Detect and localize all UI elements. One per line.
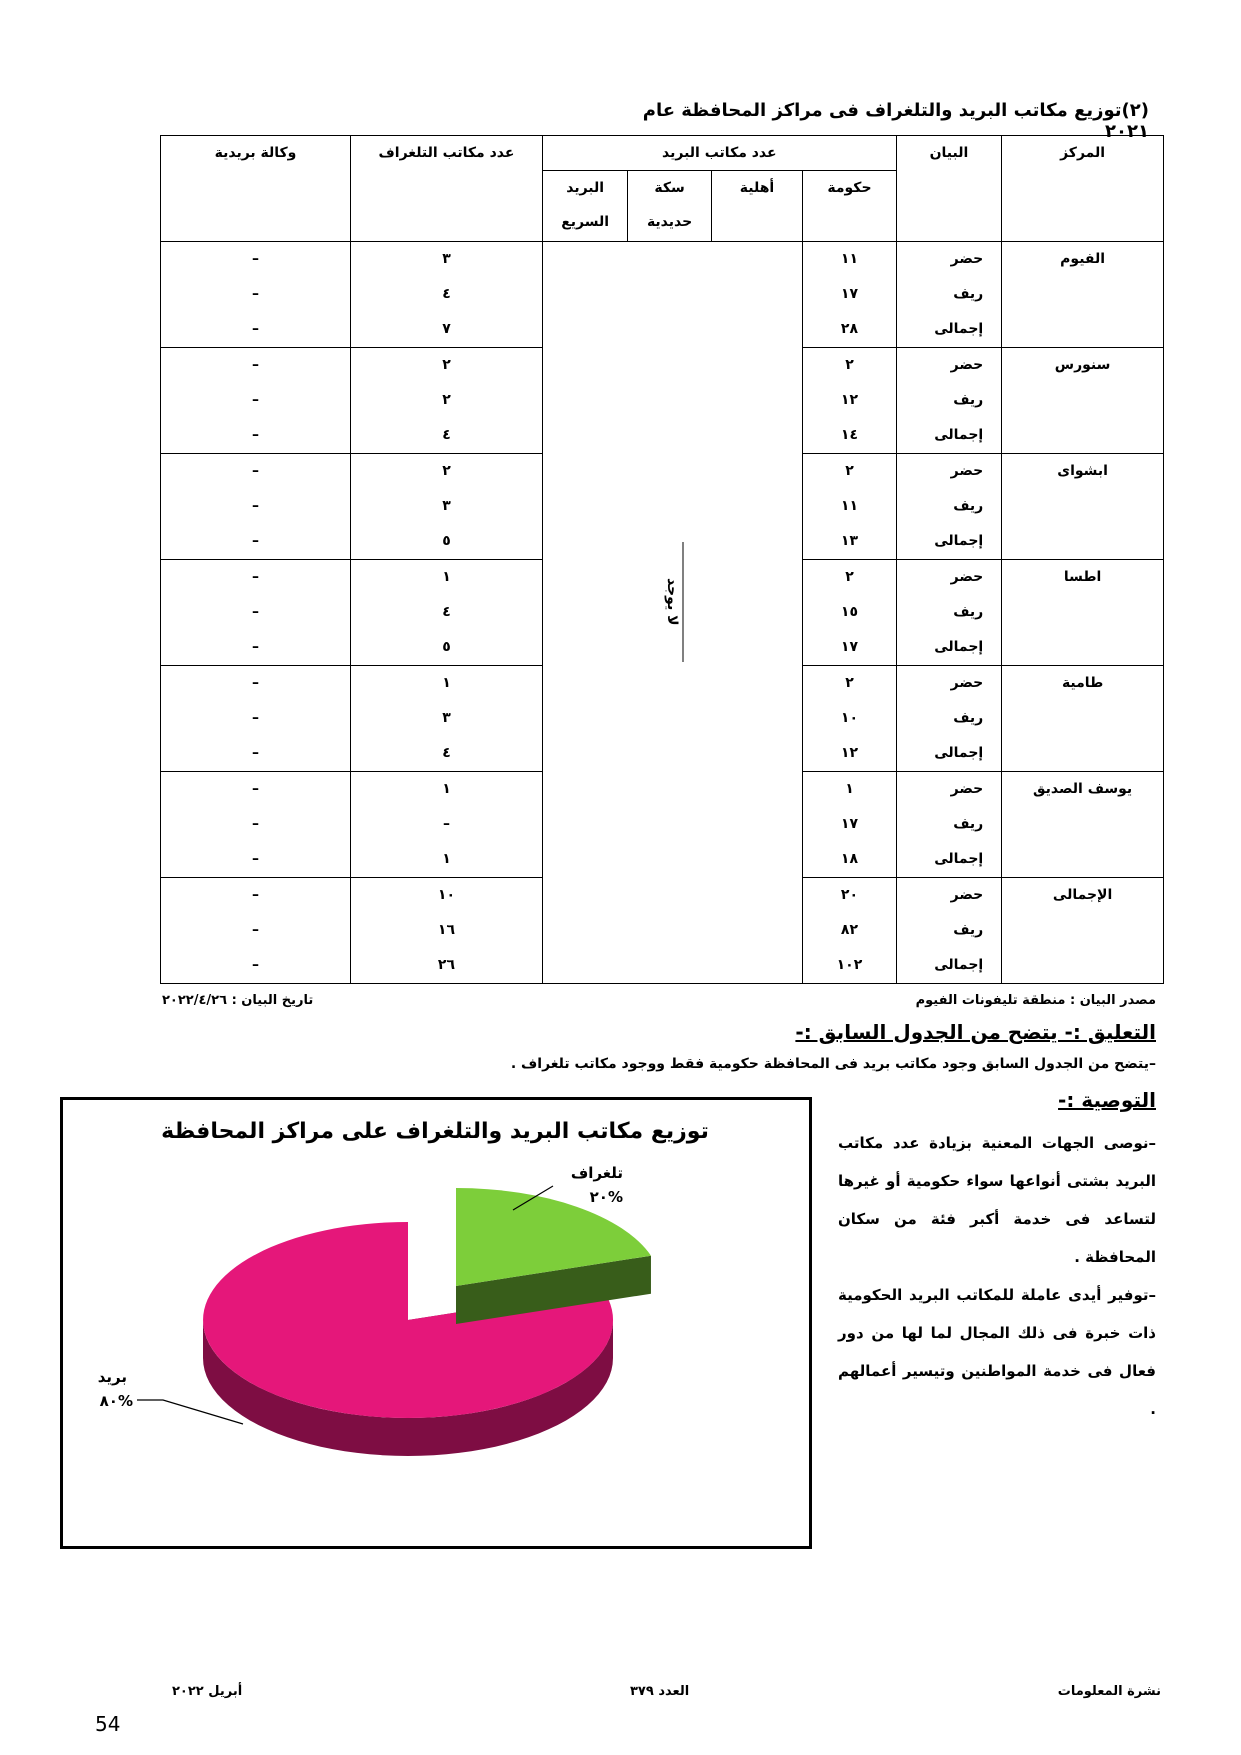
gov-value: ١٥ xyxy=(840,604,858,620)
gov-value: ١٢ xyxy=(840,745,858,761)
row-labels xyxy=(896,772,1002,878)
agency-value: – xyxy=(252,675,259,691)
telegraph-values xyxy=(351,772,543,878)
header-express-line2: السريع xyxy=(561,214,610,230)
agency-value: – xyxy=(252,463,259,479)
recommendation-item-1: –نوصى الجهات المعنية بزيادة عدد مكاتب البريد بشتى أنواعها سواء حكومية أو غيرها لتساعد فى خدمة أكبر فئة من سكان المحافظة . xyxy=(838,1134,1156,1266)
row-label: ريف xyxy=(953,392,984,408)
gov-value: ١١ xyxy=(840,251,858,267)
chart-title: توزيع مكاتب البريد والتلغراف على مراكز المحافظة xyxy=(161,1119,709,1144)
center-name: اطسا xyxy=(1002,560,1164,666)
gov-values xyxy=(803,772,896,878)
row-label: إجمالى xyxy=(934,957,984,973)
gov-value: ١ xyxy=(845,781,854,797)
telegraph-value: ١ xyxy=(442,569,451,585)
gov-value: ١٢ xyxy=(840,392,858,408)
header-telegraph: عدد مكاتب التلغراف xyxy=(351,136,543,242)
gov-value: ٢ xyxy=(845,675,854,691)
telegraph-value: ١٦ xyxy=(437,922,456,938)
row-labels xyxy=(896,878,1002,984)
gov-value: ٢ xyxy=(845,569,854,585)
telegraph-value: ١ xyxy=(442,781,451,797)
gov-values xyxy=(803,242,896,348)
telegraph-value: ١ xyxy=(442,851,451,867)
telegraph-value: ١ xyxy=(442,675,451,691)
header-agency: وكالة بريدية xyxy=(161,136,351,242)
recommendation-heading: التوصية :- xyxy=(1058,1088,1156,1112)
row-label: حضر xyxy=(950,887,984,903)
agency-values xyxy=(161,454,351,560)
center-name: ابشواى xyxy=(1002,454,1164,560)
row-label: حضر xyxy=(950,569,984,585)
row-label: إجمالى xyxy=(934,639,984,655)
header-center: المركز xyxy=(1002,136,1164,242)
agency-value: – xyxy=(252,498,259,514)
row-label: ريف xyxy=(953,710,984,726)
row-label: حضر xyxy=(950,675,984,691)
telegraph-value: ٤ xyxy=(442,745,451,761)
header-private: أهلية xyxy=(711,171,802,242)
agency-values xyxy=(161,666,351,772)
row-label: إجمالى xyxy=(934,427,984,443)
telegraph-values xyxy=(351,878,543,984)
row-label: إجمالى xyxy=(934,533,984,549)
header-gov: حكومة xyxy=(803,171,896,242)
row-label: إجمالى xyxy=(934,321,984,337)
comment-heading: التعليق :- يتضح من الجدول السابق :- xyxy=(795,1020,1156,1044)
row-label: ريف xyxy=(953,498,984,514)
telegraph-value: ٢ xyxy=(442,357,451,373)
gov-value: ١٠ xyxy=(840,710,858,726)
agency-values xyxy=(161,348,351,454)
row-label: حضر xyxy=(950,357,984,373)
post-offices-table xyxy=(160,135,1164,984)
header-railway-line1: سكة xyxy=(654,180,685,196)
header-express xyxy=(542,171,627,242)
agency-value: – xyxy=(252,957,259,973)
telegraph-value: ٤ xyxy=(442,427,451,443)
slice-value-label: ٢٠% xyxy=(589,1188,623,1206)
agency-value: – xyxy=(252,816,259,832)
telegraph-value: ٣ xyxy=(442,251,451,267)
row-label: حضر xyxy=(950,781,984,797)
agency-value: – xyxy=(252,922,259,938)
row-labels xyxy=(896,242,1002,348)
telegraph-value: ٥ xyxy=(442,533,451,549)
center-name: الإجمالى xyxy=(1002,878,1164,984)
gov-values xyxy=(803,666,896,772)
slice-label: بريد xyxy=(97,1368,127,1386)
gov-value: ١٧ xyxy=(840,639,858,655)
gov-values xyxy=(803,560,896,666)
data-date: تاريخ البيان : ٢٠٢٢/٤/٢٦ xyxy=(162,993,314,1008)
table-row xyxy=(161,242,1164,348)
agency-values xyxy=(161,878,351,984)
gov-value: ٨٢ xyxy=(840,922,858,938)
agency-value: – xyxy=(252,887,259,903)
telegraph-value: ٤ xyxy=(442,604,451,620)
center-name: طامية xyxy=(1002,666,1164,772)
gov-value: ١١ xyxy=(840,498,858,514)
telegraph-value: ١٠ xyxy=(437,887,456,903)
agency-value: – xyxy=(252,286,259,302)
telegraph-value: – xyxy=(442,816,450,832)
gov-values xyxy=(803,878,896,984)
telegraph-value: ٣ xyxy=(442,710,451,726)
agency-value: – xyxy=(252,392,259,408)
gov-values xyxy=(803,348,896,454)
center-name: يوسف الصديق xyxy=(1002,772,1164,878)
agency-value: – xyxy=(252,321,259,337)
telegraph-values xyxy=(351,242,543,348)
telegraph-value: ٧ xyxy=(442,321,451,337)
gov-value: ٢٨ xyxy=(840,321,858,337)
agency-value: – xyxy=(252,357,259,373)
telegraph-value: ٥ xyxy=(442,639,451,655)
page-number: 54 xyxy=(95,1712,121,1736)
agency-value: – xyxy=(252,710,259,726)
row-label: ريف xyxy=(953,816,984,832)
row-label: ريف xyxy=(953,286,984,302)
agency-value: – xyxy=(252,639,259,655)
center-name: الفيوم xyxy=(1002,242,1164,348)
row-label: ريف xyxy=(953,922,984,938)
telegraph-values xyxy=(351,454,543,560)
row-label: حضر xyxy=(950,251,984,267)
telegraph-values xyxy=(351,348,543,454)
agency-value: – xyxy=(252,533,259,549)
row-labels xyxy=(896,560,1002,666)
agency-value: – xyxy=(252,745,259,761)
header-express-line1: البريد xyxy=(566,180,605,196)
agency-value: – xyxy=(252,251,259,267)
table-body xyxy=(161,242,1164,984)
gov-value: ١٧ xyxy=(840,816,858,832)
page-title: (٢)توزيع مكاتب البريد والتلغراف فى مراكز المحافظة عام ٢٠٢١ xyxy=(642,100,1149,142)
slice-value-label: ٨٠% xyxy=(99,1392,133,1410)
gov-value: ٢ xyxy=(845,357,854,373)
telegraph-value: ٢ xyxy=(442,463,451,479)
agency-value: – xyxy=(252,851,259,867)
agency-values xyxy=(161,560,351,666)
none-merged-cell xyxy=(542,242,802,984)
slice-label: تلغراف xyxy=(570,1164,623,1182)
row-label: ريف xyxy=(953,604,984,620)
row-labels xyxy=(896,348,1002,454)
telegraph-values xyxy=(351,560,543,666)
agency-value: – xyxy=(252,569,259,585)
gov-value: ٢٠ xyxy=(840,887,858,903)
footer-date: أبريل ٢٠٢٢ xyxy=(172,1684,243,1699)
row-label: حضر xyxy=(950,463,984,479)
row-label: إجمالى xyxy=(934,851,984,867)
telegraph-value: ٢٦ xyxy=(437,957,456,973)
data-source: مصدر البيان : منطقة تليفونات الفيوم xyxy=(915,993,1156,1008)
header-railway xyxy=(628,171,711,242)
agency-values xyxy=(161,772,351,878)
gov-value: ١٧ xyxy=(840,286,858,302)
telegraph-values xyxy=(351,666,543,772)
gov-value: ١٤ xyxy=(840,427,858,443)
recommendation-text xyxy=(838,1124,1156,1428)
pie-chart xyxy=(63,1100,809,1546)
gov-value: ٢ xyxy=(845,463,854,479)
recommendation-item-2: –توفير أيدى عاملة للمكاتب البريد الحكومية ذات خبرة فى ذلك المجال لما لها من دور فعال فى خدمة المواطنين وتيسير أعمالهم . xyxy=(838,1286,1156,1418)
telegraph-value: ٤ xyxy=(442,286,451,302)
gov-value: ١٨ xyxy=(840,851,858,867)
header-bayan: البيان xyxy=(896,136,1002,242)
agency-value: – xyxy=(252,781,259,797)
agency-value: – xyxy=(252,427,259,443)
header-post-group: عدد مكاتب البريد xyxy=(542,136,896,171)
agency-values xyxy=(161,242,351,348)
footer-bulletin: نشرة المعلومات xyxy=(1057,1684,1161,1699)
telegraph-value: ٢ xyxy=(442,392,451,408)
row-label: إجمالى xyxy=(934,745,984,761)
none-label: لا يوجد xyxy=(662,542,683,662)
row-labels xyxy=(896,454,1002,560)
agency-value: – xyxy=(252,604,259,620)
footer-issue: العدد ٣٧٩ xyxy=(630,1684,690,1699)
telegraph-value: ٣ xyxy=(442,498,451,514)
gov-value: ١٠٢ xyxy=(836,957,863,973)
gov-value: ١٣ xyxy=(840,533,858,549)
pie-chart-frame xyxy=(60,1097,812,1549)
gov-values xyxy=(803,454,896,560)
row-labels xyxy=(896,666,1002,772)
comment-text: –يتضح من الجدول السابق وجود مكاتب بريد فى المحافظة حكومية فقط ووجود مكاتب تلغراف . xyxy=(510,1056,1156,1072)
center-name: سنورس xyxy=(1002,348,1164,454)
header-railway-line2: حديدية xyxy=(646,214,693,230)
